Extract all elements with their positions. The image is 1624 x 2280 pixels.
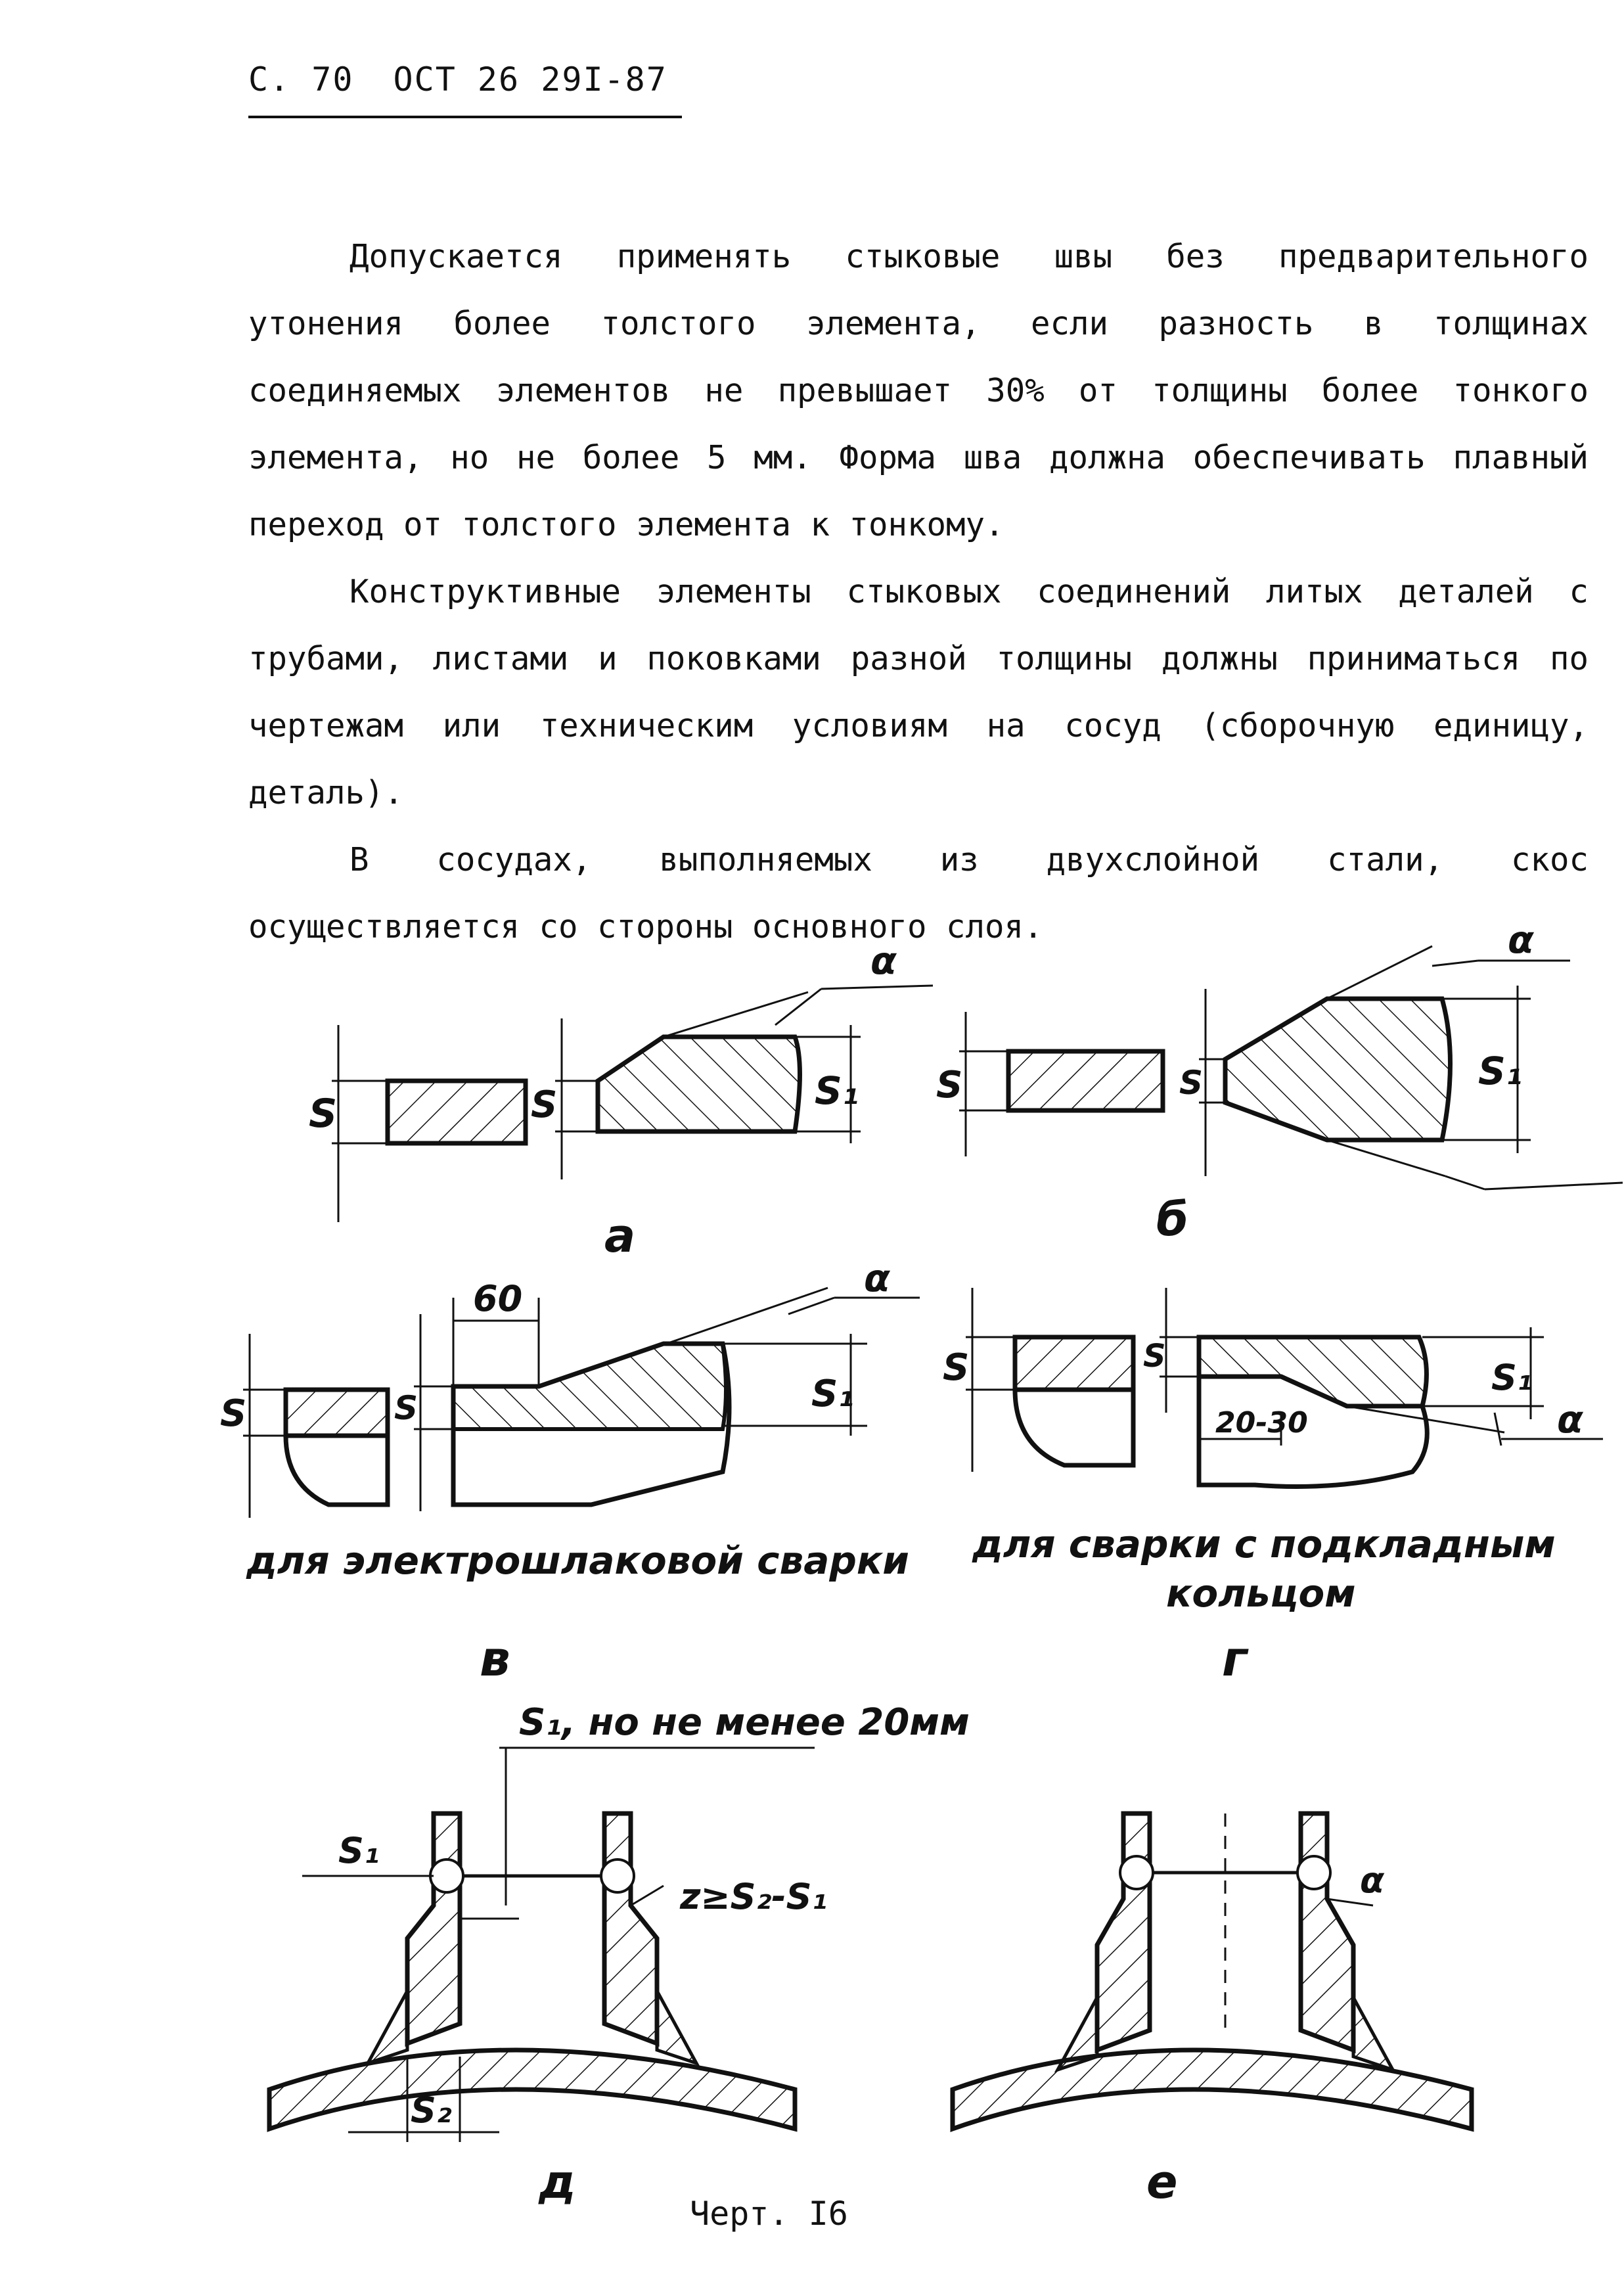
figure-e [953, 1813, 1472, 2209]
dim-range: 20-30 [1215, 1406, 1308, 1440]
dim-s-a2: S [531, 1083, 558, 1126]
dim-alpha-g: α [1557, 1397, 1583, 1442]
paragraph-3: В сосудах, выполняемых из двухслойной стали, скос осуществляется со стороны основного слоя. [248, 841, 1589, 946]
figure-a [309, 938, 933, 1263]
thick-plate-b [1225, 999, 1451, 1140]
cast-part-v [286, 1436, 388, 1505]
dim-s1-v: S₁ [811, 1373, 854, 1415]
dim-alpha-e: α [1360, 1859, 1385, 1901]
dim-s1-a: S₁ [815, 1068, 859, 1113]
dim-s1-b: S₁ [1478, 1049, 1523, 1093]
thick-plate-a [598, 1037, 800, 1131]
label-v: в [480, 1631, 510, 1687]
cast-part-g [1015, 1390, 1133, 1465]
label-g: г [1222, 1631, 1248, 1687]
figure-v [220, 1256, 920, 1687]
dim-z: z≥S₂-S₁ [680, 1876, 828, 1917]
figure-d [269, 1701, 970, 2209]
label-a: а [604, 1209, 636, 1263]
standard-code: ОСТ 26 29I-87 [393, 60, 667, 99]
note-ring-2: кольцом [1166, 1571, 1356, 1616]
label-d: д [539, 2155, 576, 2209]
label-b: б [1156, 1193, 1188, 1246]
label-e: е [1146, 2155, 1178, 2209]
figure-b [936, 917, 1623, 1246]
thin-plate-b [1008, 1051, 1163, 1110]
note-ring-1: для сварки с подкладным [972, 1522, 1556, 1566]
dim-s-g2: S [1143, 1338, 1166, 1375]
dim-alpha-a: α [870, 938, 897, 983]
dim-s-v: S [220, 1392, 247, 1435]
paragraph-2: Конструктивные элементы стыковых соединений литых деталей с трубами, листами и поковками разной толщины должны приниматься по чертежам или техническим условиям на сосуд (сборочную единицу, деталь). [248, 573, 1589, 811]
dim-alpha-b: α [1508, 917, 1534, 962]
nozzle-right-e [1301, 1813, 1353, 2050]
paragraph-1: Допускается применять стыковые швы без предварительного утонения более толстого элемента, если разность в толщинах соединяемых элементов не превышает 30% от толщины более тонкого элемента, но не более 5 мм. Форма шва должна обеспечивать плавный переход от толстого элемента к тонкому. [248, 238, 1589, 543]
dim-s-v2: S [394, 1389, 418, 1427]
dim-s1-d: S₁ [338, 1830, 380, 1871]
dim-s-b2: S [1179, 1064, 1204, 1102]
dim-s-b: S [936, 1064, 963, 1106]
note-electroslag: для электрошлаковой сварки [246, 1538, 909, 1583]
nozzle-left-e [1097, 1813, 1150, 2050]
page-number: С. 70 [248, 60, 354, 99]
dim-s1-g: S₁ [1491, 1357, 1533, 1398]
nozzle-left-d [407, 1813, 460, 2043]
vessel-shell-d [269, 2050, 795, 2129]
dim-s-a: S [309, 1091, 338, 1137]
figure-g [943, 1288, 1603, 1687]
note-s1-min: S₁, но не менее 20мм [519, 1701, 970, 1744]
dim-sixty: 60 [473, 1278, 523, 1319]
dim-s-g: S [943, 1346, 970, 1389]
figure-caption: Черт. I6 [690, 2195, 848, 2233]
dim-alpha-v: α [864, 1256, 890, 1300]
vessel-shell-e [953, 2050, 1472, 2129]
nozzle-right-d [604, 1813, 657, 2043]
thin-plate [388, 1081, 526, 1143]
dim-s2-d: S₂ [411, 2089, 452, 2131]
